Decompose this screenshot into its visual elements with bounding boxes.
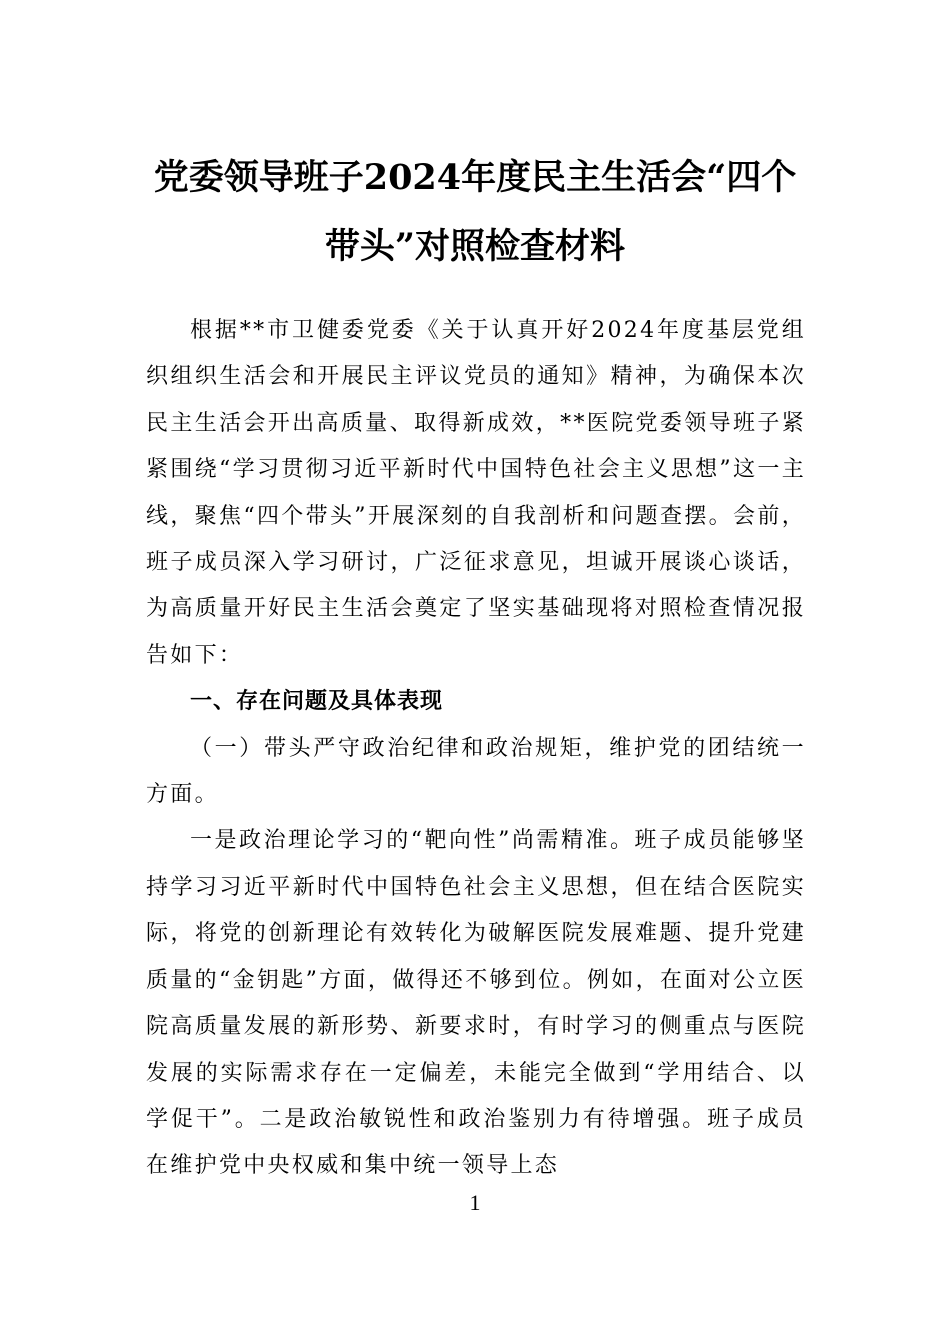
body-paragraph: 一是政治理论学习的“靶向性”尚需精准。班子成员能够坚持学习习近平新时代中国特色社会主义思想，但在结合医院实际，将党的创新理论有效转化为破解医院发展难题、提升党建质量的“金钥匙”方面，做得还不够到位。例如，在面对公立医院高质量发展的新形势、新要求时，有时学习的侧重点与医院发展的实际需求存在一定偏差，未能完全做到“学用结合、以学促干”。二是政治敏锐性和政治鉴别力有待增强。班子成员在维护党中央权威和集中统一领导上态: [146, 828, 806, 1179]
document-title-line-2: 带头”对照检查材料: [324, 226, 626, 267]
document-body: [146, 308, 806, 1190]
subsection-heading: （一）带头严守政治纪律和政治规矩，维护党的团结统一方面。: [146, 735, 806, 808]
document-title-line-1: 党委领导班子2024年度民主生活会“四个: [153, 157, 797, 198]
section-heading: 一、存在问题及具体表现: [190, 689, 444, 715]
intro-paragraph: 根据**市卫健委党委《关于认真开好2024年度基层党组织组织生活会和开展民主评议党员的通知》精神，为确保本次民主生活会开出高质量、取得新成效，**医院党委领导班子紧紧围绕“学习贯彻习近平新时代中国特色社会主义思想”这一主线，聚焦“四个带头”开展深刻的自我剖析和问题查摆。会前，班子成员深入学习研讨，广泛征求意见，坦诚开展谈心谈话，为高质量开好民主生活会奠定了坚实基础现将对照检查情况报告如下：: [146, 318, 806, 668]
page-number: 1: [469, 1190, 481, 1215]
